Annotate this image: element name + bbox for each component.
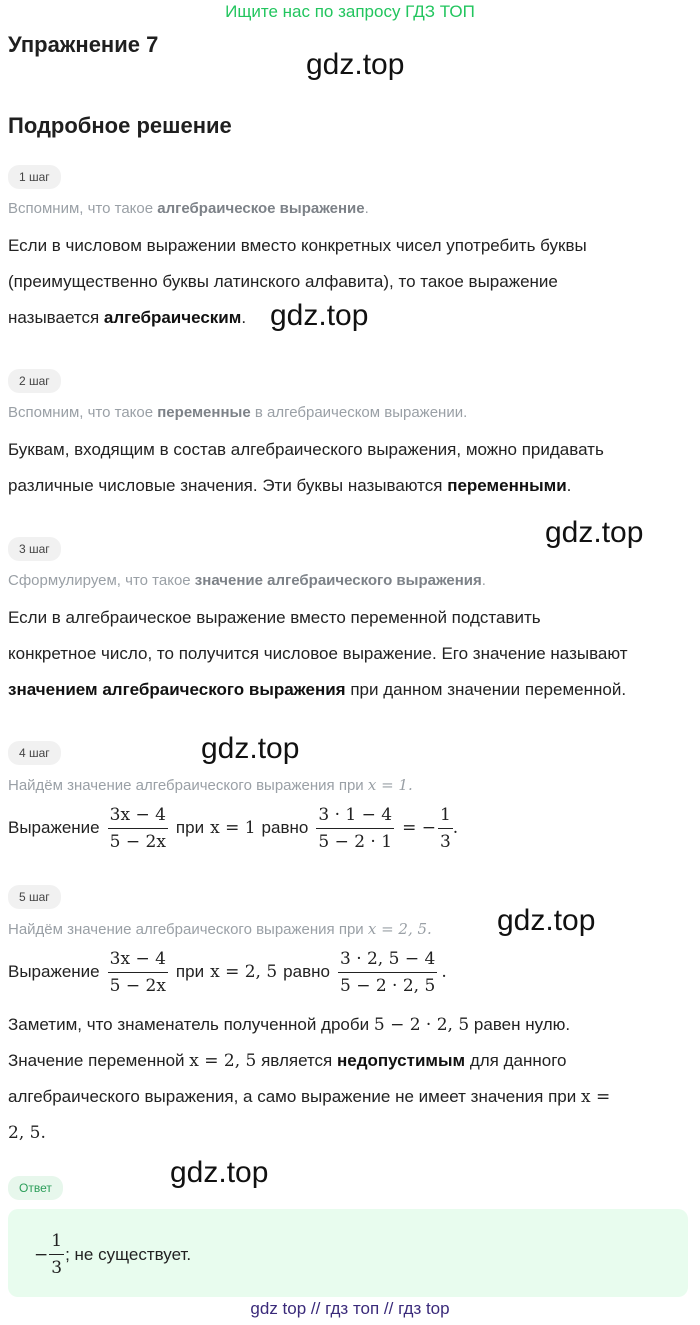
fraction: $\frac{3x - 4}{5 - 2x}$ [109,804,166,852]
answer-content: − $\frac{1}{3}$ ; не существует. [34,1231,192,1278]
step-formula-5: Выражение $\frac{3x - 4}{5 - 2x}$ при x = 2, 5 равно $\frac{3 \cdot 2, 5 - 4}{5 - 2 \cdot 2, 5}$ . [8,948,447,996]
fraction: $\frac{1}{3}$ [51,1231,63,1278]
step-badge-5: 5 шаг [8,885,61,909]
watermark: gdz.top [201,732,300,765]
step-text-5: Заметим, что знаменатель полученной дроби 5 − 2 · 2, 5 равен нулю. Значение переменной x = 2, 5 является недопустимым для данного алгебраического выражения, а само выражение не имеет значения при x = 2, 5. [8,1015,611,1143]
step-badge-4: 4 шаг [8,741,61,765]
top-banner[interactable]: Ищите нас по запросу ГДЗ ТОП [225,2,475,21]
step-text-2: Буквам, входящим в состав алгебраического выражения, можно придавать различные числовые значения. Эти буквы называются переменными. [8,440,604,495]
fraction: $\frac{1}{3}$ [439,804,451,852]
step-hint-1: Вспомним, что такое алгебраическое выражение. [8,200,369,217]
exercise-title: Упражнение 7 [8,32,159,57]
watermark: gdz.top [545,516,644,549]
fraction: $\frac{3x - 4}{5 - 2x}$ [109,948,166,996]
watermark: gdz.top [270,299,369,332]
solution-title: Подробное решение [8,113,232,138]
step-hint-5: Найдём значение алгебраического выражения при x = 2, 5. [8,920,432,938]
watermark: gdz.top [170,1156,269,1189]
step-badge-2: 2 шаг [8,369,61,393]
step-text-3: Если в алгебраическое выражение вместо переменной подставить конкретное число, то получится числовое выражение. Его значение называют значением алгебраического выражения при данном значении переменной. [8,608,628,699]
watermark: gdz.top [306,48,405,81]
step-hint-2: Вспомним, что такое переменные в алгебраическом выражении. [8,404,468,421]
step-text-1: Если в числовом выражении вместо конкретных чисел употребить буквы (преимущественно буквы латинского алфавита), то такое выражение называется алгебраическим. [8,236,587,327]
answer-box [8,1209,688,1297]
fraction: $\frac{3 \cdot 1 - 4}{5 - 2 \cdot 1}$ [318,804,393,852]
answer-badge: Ответ [8,1176,63,1200]
step-formula-4: Выражение $\frac{3x - 4}{5 - 2x}$ при x = 1 равно $\frac{3 \cdot 1 - 4}{5 - 2 \cdot 1}$ = − $\frac{1}{3}$ . [8,804,459,852]
step-badge-3: 3 шаг [8,537,61,561]
step-badge-1: 1 шаг [8,165,61,189]
step-hint-4: Найдём значение алгебраического выражения при x = 1. [8,776,413,794]
watermark: gdz.top [497,904,596,937]
fraction: $\frac{3 \cdot 2, 5 - 4}{5 - 2 \cdot 2, 5}$ [339,948,436,996]
step-hint-3: Сформулируем, что такое значение алгебраического выражения. [8,572,486,589]
footer-links[interactable]: gdz top // гдз топ // гдз top [250,1299,450,1318]
